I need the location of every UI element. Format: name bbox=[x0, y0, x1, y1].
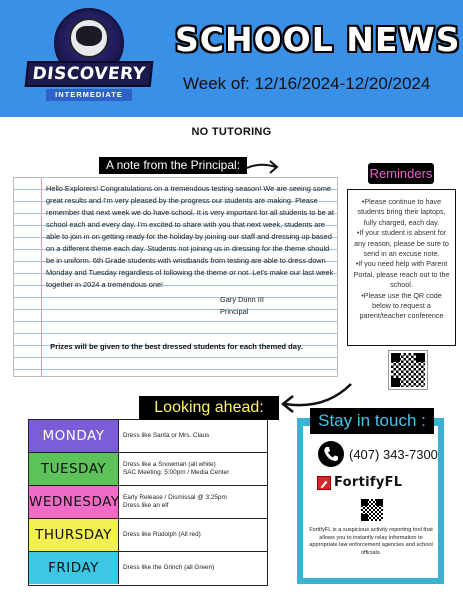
table-row bbox=[29, 486, 267, 519]
day-description bbox=[123, 486, 265, 518]
phone-icon bbox=[318, 441, 344, 467]
reminder-item: •If your student is absent for any reason, please be sure to send in an excuse note. bbox=[354, 228, 449, 259]
fortifyfl-logo-text: FortifyFL bbox=[334, 475, 403, 490]
principal-note-body: Hello Explorers! Congratulations on a tremendous testing season! We are seeing some great results and I'm very pleased by the progress our students are making. Please remember that next week we do have school. It is very important for all students to be at school each and every day. I'm excited to share with you that next week, students are able to join in on getting ready for the holiday by joining our staff and dressing up based on a different theme each day. Students not joining us in dressing for the theme should be in uniform. 6th Grade students with wristbands from testing are able to dress down Monday and Tuesday regardless of following the theme or not. Let's make our last week together in 2024 a tremendous one! bbox=[46, 184, 334, 289]
page-title: SCHOOL NEWS bbox=[175, 20, 461, 59]
day-label-wednesday: WEDNESDAY bbox=[29, 486, 119, 518]
reminders-label: Reminders bbox=[368, 163, 434, 184]
day-label-monday: MONDAY bbox=[29, 420, 119, 452]
principal-note-label: A note from the Principal: bbox=[99, 157, 247, 174]
stay-in-touch-label: Stay in touch : bbox=[310, 408, 434, 434]
fortifyfl-qr-code[interactable] bbox=[359, 497, 385, 523]
week-range: Week of: 12/16/2024-12/20/2024 bbox=[183, 74, 431, 93]
reminders-box bbox=[347, 189, 456, 346]
looking-ahead-label: Looking ahead: bbox=[139, 396, 279, 420]
description-line: Dress like the Grinch (all Green) bbox=[123, 563, 215, 571]
day-description bbox=[123, 519, 265, 551]
description-line: Dress like an elf bbox=[123, 502, 169, 509]
helmet-visor-icon bbox=[76, 26, 102, 46]
day-label-thursday: THURSDAY bbox=[29, 519, 119, 551]
logo-subtext: INTERMEDIATE bbox=[46, 89, 132, 101]
looking-ahead-table bbox=[28, 419, 268, 586]
day-description bbox=[123, 453, 265, 485]
prize-line: Prizes will be given to the best dressed students for each themed day. bbox=[50, 342, 303, 351]
day-description bbox=[123, 420, 265, 452]
phone-number[interactable]: (407) 343-7300 bbox=[349, 447, 438, 462]
description-line: Dress like a Snowman (all white) bbox=[123, 460, 216, 468]
description-line: Early Release / Dismissal @ 3:25pm bbox=[123, 493, 227, 501]
conference-qr-code[interactable] bbox=[389, 351, 427, 389]
signature-title: Principal bbox=[220, 307, 249, 316]
reminder-item: •Please continue to have students bring their laptops, fully charged, each day. bbox=[357, 197, 446, 227]
table-row bbox=[29, 552, 267, 585]
no-tutoring-notice: NO TUTORING bbox=[191, 126, 272, 138]
table-row bbox=[29, 519, 267, 552]
day-description bbox=[123, 552, 265, 584]
logo-text: DISCOVERY bbox=[25, 61, 154, 87]
description-line: Dress like Rudolph (All red) bbox=[123, 530, 201, 538]
table-row bbox=[29, 453, 267, 486]
reminder-item: •If you need help with Parent Portal, please reach out to the school. bbox=[353, 259, 450, 290]
signature-name: Gary Dunn III bbox=[220, 295, 264, 304]
header-banner bbox=[0, 0, 463, 117]
school-logo bbox=[24, 6, 154, 110]
day-label-friday: FRIDAY bbox=[29, 552, 119, 584]
fortifyfl-description: FortifyFL is a suspicious activity reporting tool that allows you to instantly relay information to appropriate law enforcement agencies and school officials. bbox=[309, 527, 433, 556]
day-label-tuesday: TUESDAY bbox=[29, 453, 119, 485]
principal-note-paper bbox=[13, 177, 338, 377]
description-line: Dress like Santa or Mrs. Claus bbox=[123, 431, 210, 439]
arrow-right-icon bbox=[246, 158, 280, 176]
description-line: SAC Meeting: 5:00pm / Media Center bbox=[123, 469, 230, 476]
fortifyfl-logo-icon bbox=[317, 476, 331, 490]
principal-signature bbox=[220, 294, 264, 318]
table-row bbox=[29, 420, 267, 453]
reminder-item: •Please use the QR code below to request a parent/teacher conference bbox=[359, 290, 444, 321]
reminders-list bbox=[348, 190, 455, 322]
